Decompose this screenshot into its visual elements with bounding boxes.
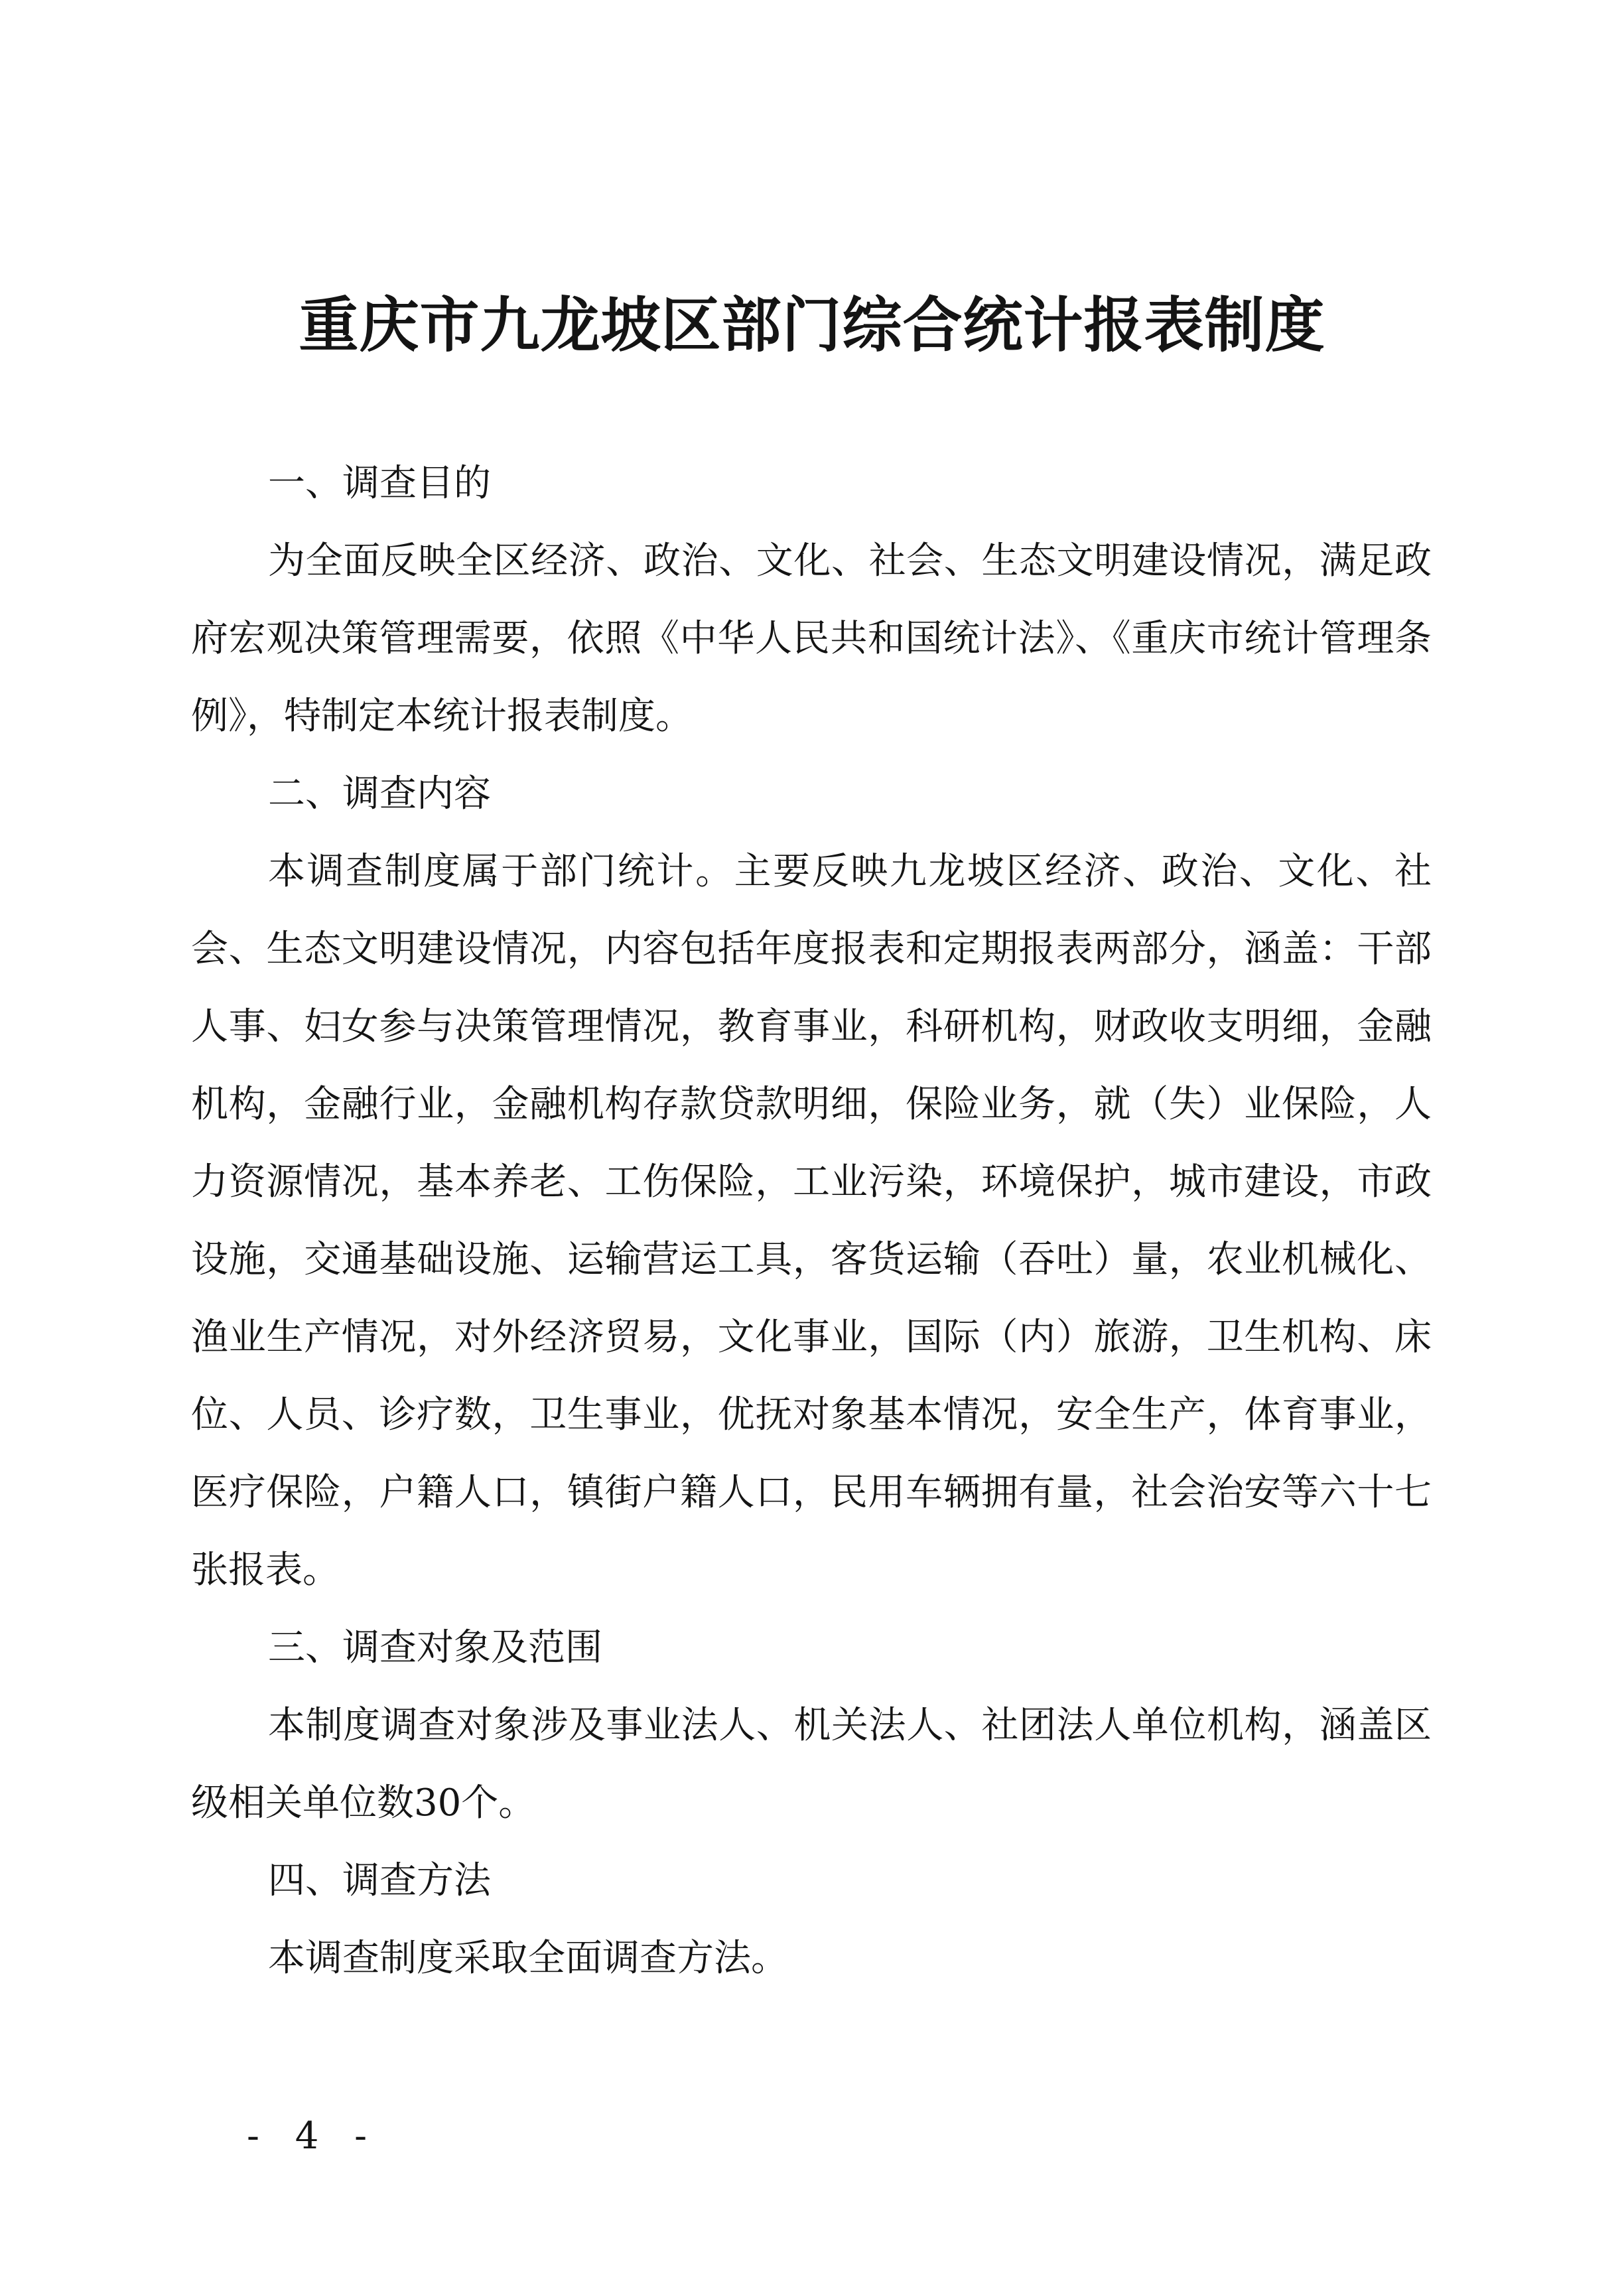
page-number: - 4 - [247,2115,379,2158]
section-paragraph: 为全面反映全区经济、政治、文化、社会、生态文明建设情况，满足政府宏观决策管理需要，依照《中华人民共和国统计法》、《重庆市统计管理条例》，特制定本统计报表制度。 [191,539,1432,738]
document-body [191,445,1432,1997]
section-heading: 二、调查内容 [268,772,491,815]
section-scope [191,1609,1432,1842]
section-purpose [191,445,1432,755]
section-paragraph: 本调查制度采取全面调查方法。 [268,1937,788,1980]
document-title: 重庆市九龙坡区部门综合统计报表制度 [299,290,1325,360]
section-heading: 一、调查目的 [268,462,491,505]
section-paragraph: 本调查制度属于部门统计。主要反映九龙坡区经济、政治、文化、社会、生态文明建设情况，内容包括年度报表和定期报表两部分，涵盖：干部人事、妇女参与决策管理情况，教育事业，科研机构，财政收支明细，金融机构，金融行业，金融机构存款贷款明细，保险业务，就（失）业保险，人力资源情况，基本养老、工伤保险，工业污染，环境保护，城市建设，市政设施，交通基础设施、运输营运工具，客货运输（吞吐）量，农业机械化、渔业生产情况，对外经济贸易，文化事业，国际（内）旅游，卫生机构、床位、人员、诊疗数，卫生事业，优抚对象基本情况，安全生产，体育事业，医疗保险，户籍人口，镇街户籍人口，民用车辆拥有量，社会治安等六十七张报表。 [191,850,1432,1592]
section-heading: 三、调查对象及范围 [268,1626,602,1669]
section-heading: 四、调查方法 [268,1859,491,1902]
section-content [191,755,1432,1609]
section-paragraph: 本制度调查对象涉及事业法人、机关法人、社团法人单位机构，涵盖区级相关单位数30个。 [191,1704,1432,1825]
section-method [191,1842,1432,1997]
